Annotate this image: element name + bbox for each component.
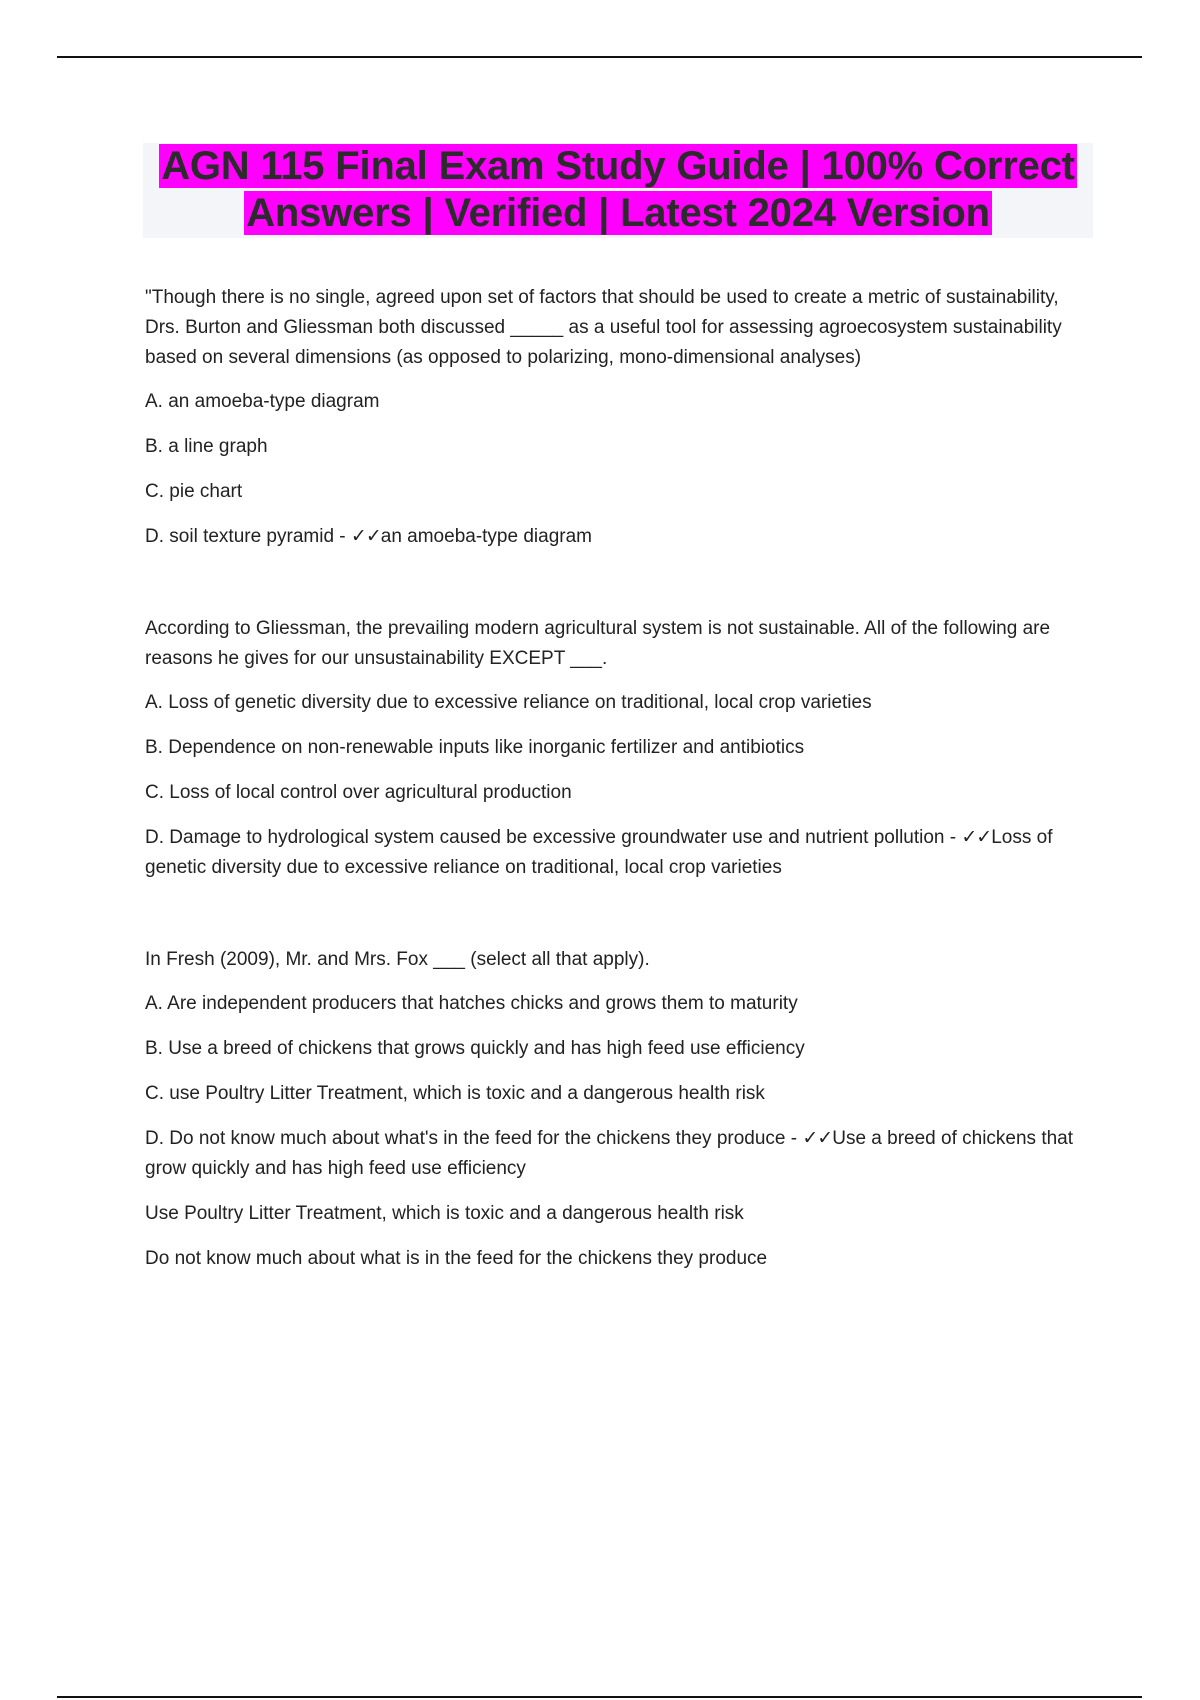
question-text: In Fresh (2009), Mr. and Mrs. Fox ___ (select all that apply).	[145, 949, 650, 970]
bottom-divider	[57, 1696, 1142, 1698]
study-guide-content	[145, 283, 1090, 1336]
option-d-with-answer	[145, 1124, 1090, 1184]
option-a: A. Are independent producers that hatches chicks and grows them to maturity	[145, 993, 798, 1014]
answer-text: Use a breed of chickens that grow quickly and has high feed use efficiency	[145, 1128, 1074, 1179]
title-banner	[143, 143, 1093, 238]
option-a: A. Loss of genetic diversity due to excessive reliance on traditional, local crop varieties	[145, 692, 872, 713]
option-d-with-answer	[145, 522, 1090, 552]
document-title	[143, 143, 1093, 237]
question-block	[145, 945, 1090, 1274]
option-c: C. pie chart	[145, 481, 243, 502]
title-line-1: AGN 115 Final Exam Study Guide | 100% Correct	[161, 144, 1075, 188]
option-b: B. Use a breed of chickens that grows quickly and has high feed use efficiency	[145, 1038, 805, 1059]
question-text: According to Gliessman, the prevailing modern agricultural system is not sustainable. All of the following are reasons he gives for our unsustainability EXCEPT ___.	[145, 618, 1051, 669]
checkmark-icon: ✓✓	[961, 827, 992, 848]
question-text: "Though there is no single, agreed upon set of factors that should be used to create a metric of sustainability, Drs. Burton and Gliessman both discussed _____ as a useful tool for assessing agroecosystem sustainability based on several dimensions (as opposed to polarizing, mono-dimensional analyses)	[145, 287, 1062, 368]
answer-text: Loss of genetic diversity due to excessive reliance on traditional, local crop varieties	[145, 827, 1053, 878]
option-d: D. Damage to hydrological system caused be excessive groundwater use and nutrient pollution -	[145, 827, 962, 848]
question-block	[145, 283, 1090, 552]
option-b: B. Dependence on non-renewable inputs like inorganic fertilizer and antibiotics	[145, 737, 805, 758]
option-d-with-answer	[145, 823, 1090, 883]
top-divider	[57, 56, 1142, 58]
question-block	[145, 614, 1090, 883]
option-b: B. a line graph	[145, 436, 268, 457]
option-d: D. Do not know much about what's in the feed for the chickens they produce -	[145, 1128, 803, 1149]
additional-answer: Do not know much about what is in the feed for the chickens they produce	[145, 1248, 768, 1269]
title-line-2: Answers | Verified | Latest 2024 Version	[246, 191, 990, 235]
option-d: D. soil texture pyramid -	[145, 526, 351, 547]
option-a: A. an amoeba-type diagram	[145, 391, 380, 412]
additional-answer: Use Poultry Litter Treatment, which is toxic and a dangerous health risk	[145, 1203, 744, 1224]
checkmark-icon: ✓✓	[802, 1128, 833, 1149]
answer-text: an amoeba-type diagram	[380, 526, 592, 547]
option-c: C. Loss of local control over agricultural production	[145, 782, 572, 803]
checkmark-icon: ✓✓	[350, 526, 381, 547]
option-c: C. use Poultry Litter Treatment, which is toxic and a dangerous health risk	[145, 1083, 765, 1104]
